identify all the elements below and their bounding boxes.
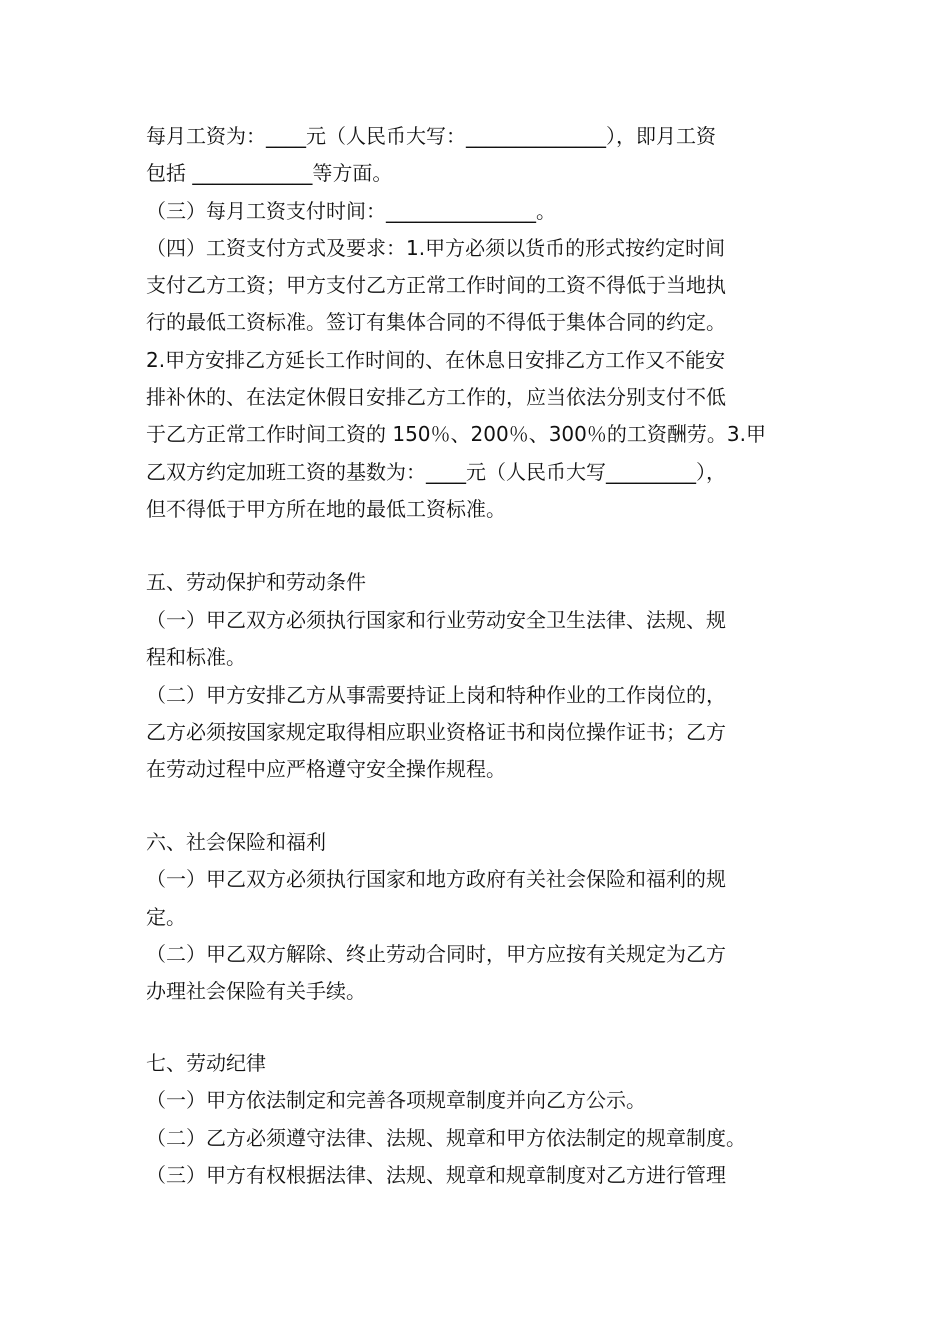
text-line: 每月工资为：____元（人民币大写：______________），即月工资 xyxy=(146,124,716,148)
text-line: 行的最低工资标准。签订有集体合同的不得低于集体合同的约定。 xyxy=(146,310,726,334)
text-line: 排补休的、在法定休假日安排乙方工作的，应当依法分别支付不低 xyxy=(146,385,726,409)
text-line: 包括 ____________等方面。 xyxy=(146,161,393,185)
text-line: （三）甲方有权根据法律、法规、规章和规章制度对乙方进行管理 xyxy=(146,1163,726,1187)
text-line: （二）甲方安排乙方从事需要持证上岗和特种作业的工作岗位的， xyxy=(146,683,726,707)
text-line: （三）每月工资支付时间：_______________。 xyxy=(146,199,556,223)
text-line: （二）甲乙双方解除、终止劳动合同时，甲方应按有关规定为乙方 xyxy=(146,942,726,966)
text-line: （四）工资支付方式及要求：1.甲方必须以货币的形式按约定时间 xyxy=(146,236,726,260)
text-line: 乙双方约定加班工资的基数为：____元（人民币大写_________）， xyxy=(146,460,726,484)
text-line: 2.甲方安排乙方延长工作时间的、在休息日安排乙方工作又不能安 xyxy=(146,348,726,372)
section-heading: 五、劳动保护和劳动条件 xyxy=(146,570,366,594)
text-line: 定。 xyxy=(146,905,186,929)
text-line: （二）乙方必须遵守法律、法规、规章和甲方依法制定的规章制度。 xyxy=(146,1126,746,1150)
text-line: 但不得低于甲方所在地的最低工资标准。 xyxy=(146,497,506,521)
text-line: （一）甲方依法制定和完善各项规章制度并向乙方公示。 xyxy=(146,1088,646,1112)
text-line: 乙方必须按国家规定取得相应职业资格证书和岗位操作证书；乙方 xyxy=(146,720,726,744)
text-line: 办理社会保险有关手续。 xyxy=(146,979,366,1003)
section-heading: 七、劳动纪律 xyxy=(146,1051,266,1075)
section-heading: 六、社会保险和福利 xyxy=(146,830,326,854)
text-line: 程和标准。 xyxy=(146,645,246,669)
text-line: 于乙方正常工作时间工资的 150％、200％、300％的工资酬劳。3.甲 xyxy=(146,422,766,446)
text-line: 支付乙方工资；甲方支付乙方正常工作时间的工资不得低于当地执 xyxy=(146,273,726,297)
text-line: （一）甲乙双方必须执行国家和地方政府有关社会保险和福利的规 xyxy=(146,867,726,891)
text-line: （一）甲乙双方必须执行国家和行业劳动安全卫生法律、法规、规 xyxy=(146,608,726,632)
text-line: 在劳动过程中应严格遵守安全操作规程。 xyxy=(146,757,506,781)
